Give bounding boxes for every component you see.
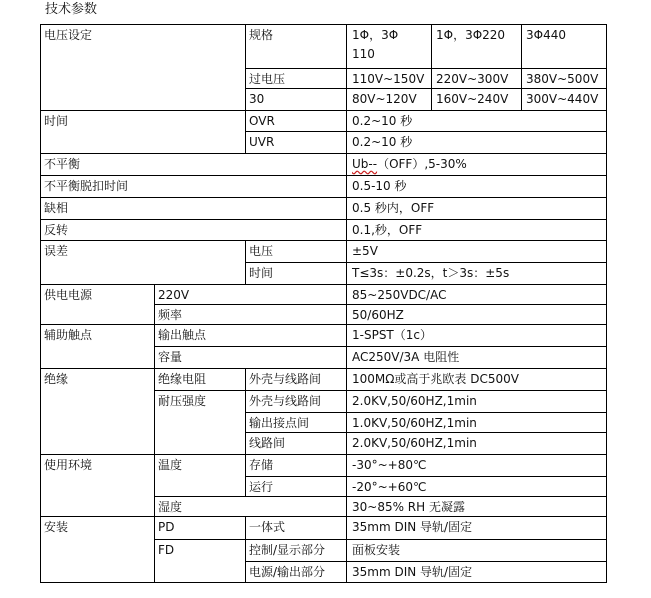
- table-cell: 0.5 秒内，OFF: [352, 201, 435, 215]
- table-cell: 160V~240V: [436, 92, 509, 106]
- table-rule: [245, 24, 246, 154]
- table-rule: [245, 432, 607, 433]
- table-cell: 0.2~10 秒: [352, 135, 413, 149]
- table-cell: Ub--（OFF）,5-30%: [352, 157, 467, 171]
- table-rule: [40, 175, 607, 176]
- table-rule: [245, 88, 607, 89]
- table-cell: 温度: [158, 458, 183, 472]
- table-cell: AC250V/3A 电阻性: [352, 350, 460, 364]
- table-rule: [154, 390, 607, 391]
- table-cell: 0.2~10 秒: [352, 114, 413, 128]
- table-cell: 300V~440V: [526, 92, 599, 106]
- table-rule: [431, 24, 432, 111]
- table-cell: 存储: [249, 458, 274, 472]
- table-rule: [245, 68, 607, 69]
- table-cell: 使用环境: [44, 458, 93, 472]
- table-rule: [154, 284, 155, 583]
- spellcheck-underline: Ub--: [352, 157, 378, 171]
- table-cell: 2.0KV,50/60HZ,1min: [352, 436, 477, 450]
- table-rule: [154, 539, 607, 540]
- table-cell: 380V~500V: [526, 72, 599, 86]
- table-rule: [245, 131, 607, 132]
- table-cell: 过电压: [249, 72, 286, 86]
- table-cell: 运行: [249, 480, 274, 494]
- table-cell: -30°~+80℃: [352, 458, 427, 472]
- table-cell: 外壳与线路间: [249, 394, 322, 408]
- table-cell: 110: [352, 47, 375, 61]
- table-cell: 1.0KV,50/60HZ,1min: [352, 416, 477, 430]
- table-rule: [40, 197, 607, 198]
- table-rule: [40, 219, 607, 220]
- table-rule: [40, 324, 607, 325]
- table-cell: 面板安装: [352, 543, 401, 557]
- table-cell: 辅助触点: [44, 328, 93, 342]
- table-cell: 不平衡: [44, 157, 81, 171]
- table-rule: [40, 582, 607, 583]
- table-cell: 85~250VDC/AC: [352, 288, 447, 302]
- table-cell: 30~85% RH 无凝露: [352, 500, 465, 514]
- table-cell: 外壳与线路间: [249, 372, 322, 386]
- table-cell: T≤3s：±0.2s，t＞3s：±5s: [352, 266, 510, 280]
- table-cell: 时间: [249, 266, 274, 280]
- table-cell: 耐压强度: [158, 394, 207, 408]
- table-cell: 35mm DIN 导轨/固定: [352, 520, 473, 534]
- table-cell: OVR: [249, 114, 275, 128]
- table-cell: 线路间: [249, 436, 286, 450]
- table-rule: [154, 496, 607, 497]
- table-rule: [40, 284, 607, 285]
- table-cell: ±5V: [352, 244, 378, 258]
- table-rule: [346, 24, 347, 583]
- table-cell: 时间: [44, 114, 69, 128]
- table-rule: [245, 368, 246, 497]
- table-cell: 110V~150V: [352, 72, 425, 86]
- table-cell: PD: [158, 520, 175, 534]
- table-cell: 绝缘: [44, 372, 69, 386]
- table-cell: 50/60HZ: [352, 308, 404, 322]
- table-cell: 误差: [44, 244, 69, 258]
- table-rule: [245, 262, 607, 263]
- table-cell: 控制/显示部分: [249, 543, 326, 557]
- table-rule: [40, 368, 607, 369]
- table-cell: 湿度: [158, 500, 183, 514]
- table-cell: 输出接点间: [249, 416, 310, 430]
- table-cell: 220V: [158, 288, 190, 302]
- table-rule: [245, 412, 607, 413]
- table-cell: 1Φ，3Φ: [352, 28, 399, 42]
- table-cell: 0.5-10 秒: [352, 179, 407, 193]
- table-cell: 缺相: [44, 201, 69, 215]
- table-cell: 频率: [158, 308, 183, 322]
- table-cell: 电压设定: [44, 28, 93, 42]
- table-cell: 3Φ440: [526, 28, 566, 42]
- table-rule: [40, 240, 607, 241]
- table-cell: 绝缘电阻: [158, 372, 207, 386]
- table-cell: 0.1,秒，OFF: [352, 223, 423, 237]
- table-cell: 30: [249, 92, 265, 106]
- table-cell: 一体式: [249, 520, 286, 534]
- table-rule: [245, 240, 246, 285]
- table-rule: [245, 476, 607, 477]
- table-cell: 输出触点: [158, 328, 207, 342]
- table-rule: [40, 516, 607, 517]
- table-cell: 安装: [44, 520, 69, 534]
- table-cell: 1Φ，3Φ220: [436, 28, 506, 42]
- table-cell: 35mm DIN 导轨/固定: [352, 565, 473, 579]
- table-rule: [154, 304, 607, 305]
- table-cell: FD: [158, 543, 175, 557]
- table-rule: [40, 454, 607, 455]
- table-rule: [245, 516, 246, 583]
- table-cell: 规格: [249, 28, 274, 42]
- table-cell: 100MΩ或高于兆欧表 DC500V: [352, 372, 519, 386]
- table-rule: [40, 24, 41, 583]
- table-cell: 1-SPST（1c）: [352, 328, 432, 342]
- table-cell: 供电电源: [44, 288, 93, 302]
- table-cell: -20°~+60℃: [352, 480, 427, 494]
- table-cell: 220V~300V: [436, 72, 509, 86]
- table-rule: [40, 153, 607, 154]
- table-cell: 不平衡脱扣时间: [44, 179, 129, 193]
- table-rule: [154, 346, 607, 347]
- table-cell: UVR: [249, 135, 275, 149]
- table-cell: 电压: [249, 244, 274, 258]
- table-cell: 电源/输出部分: [249, 565, 326, 579]
- table-rule: [521, 24, 522, 111]
- table-cell: 80V~120V: [352, 92, 417, 106]
- table-cell: 反转: [44, 223, 69, 237]
- page-heading: 技术参数: [45, 2, 98, 17]
- table-rule: [245, 561, 607, 562]
- table-cell: 容量: [158, 350, 183, 364]
- table-cell: 2.0KV,50/60HZ,1min: [352, 394, 477, 408]
